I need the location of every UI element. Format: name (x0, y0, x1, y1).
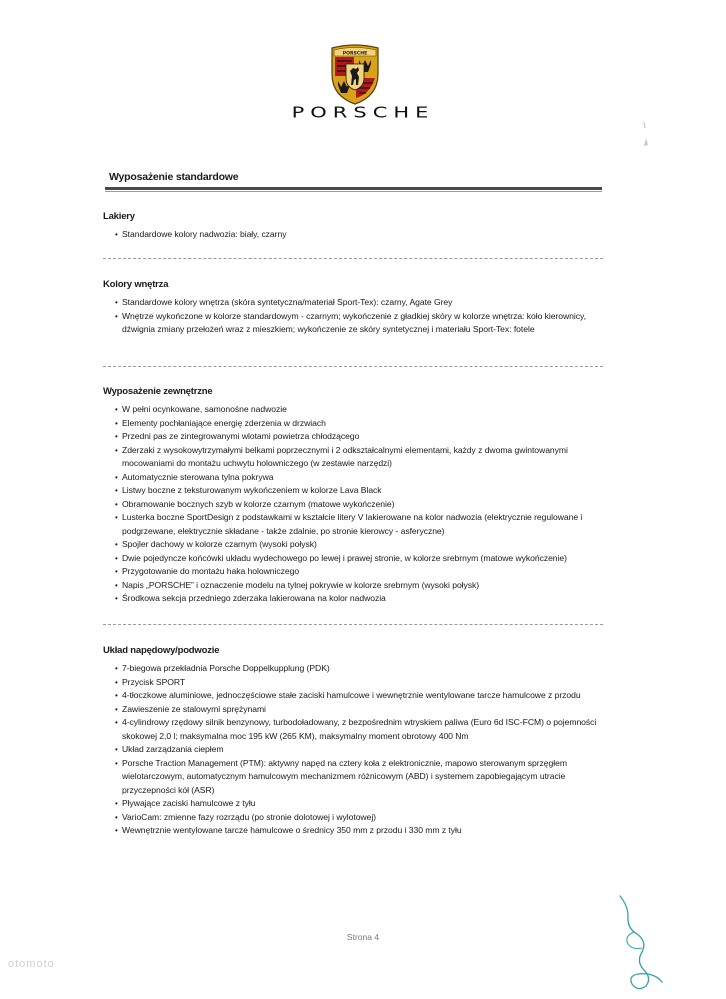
list-item: • 4-tłoczkowe aluminiowe, jednoczęściowe stałe zaciski hamulcowe i wewnętrznie wentylowane tarcze hamulcowe z przodu (116, 689, 603, 703)
list-item: • Wewnętrznie wentylowane tarcze hamulcowe o średnicy 350 mm z przodu i 330 mm z tyłu (116, 824, 603, 838)
list-item: • Standardowe kolory wnętrza (skóra syntetyczna/materiał Sport-Tex): czarny, Agate Grey (116, 296, 603, 310)
section-wyposazenie-zewnetrzne (103, 386, 603, 606)
item-list (103, 662, 603, 838)
title-divider-thin (105, 191, 602, 192)
list-item: • Elementy pochłaniające energię zderzenia w drzwiach (116, 417, 603, 431)
section-heading: Układ napędowy/podwozie (103, 645, 220, 656)
list-item: • Porsche Traction Management (PTM): aktywny napęd na cztery koła z elektronicznie, mapowo sterowanym sprzęgłem wielotarczowym, automatycznym hamulcowym mechanizmem różnicowym (ABD) i systemem zapobiegającym utracie przyczepności kół (ASR) (116, 757, 603, 798)
section-lakiery (103, 211, 603, 242)
list-item: • W pełni ocynkowane, samonośne nadwozie (116, 403, 603, 417)
list-item: • Standardowe kolory nadwozia: biały, czarny (116, 228, 603, 242)
list-item: • Lusterka boczne SportDesign z podstawkami w kształcie litery V lakierowane na kolor nadwozia (elektrycznie regulowane i podgrzewane, elektrycznie składane - także zdalnie, po stronie kierowcy - asferyczne) (116, 511, 603, 538)
list-item: • Zderzaki z wysokowytrzymałymi belkami poprzecznymi i 2 odkształcalnymi elementami, każdy z dwoma gwintowanymi mocowaniami do montażu uchwytu holowniczego (w zestawie narzędzi) (116, 444, 603, 471)
list-item: • Listwy boczne z teksturowanym wykończeniem w kolorze Lava Black (116, 484, 603, 498)
section-divider (103, 258, 603, 259)
list-item: • Zawieszenie ze stalowymi sprężynami (116, 703, 603, 717)
list-item: • Przygotowanie do montażu haka holowniczego (116, 565, 603, 579)
list-item: • 7-biegowa przekładnia Porsche Doppelkupplung (PDK) (116, 662, 603, 676)
list-item: • Pływające zaciski hamulcowe z tyłu (116, 797, 603, 811)
list-item: • 4-cylindrowy rzędowy silnik benzynowy, turbodoładowany, z bezpośrednim wtryskiem paliwa (Euro 6d ISC-FCM) o pojemności skokowej 2,0 l; maksymalna moc 195 kW (265 KM), maksymalny moment obrotowy 400 Nm (116, 716, 603, 743)
section-divider (103, 624, 603, 625)
section-divider (103, 366, 603, 367)
item-list (103, 403, 603, 606)
handwritten-signature (598, 892, 688, 992)
list-item: • Dwie pojedyncze końcówki układu wydechowego po lewej i prawej stronie, w kolorze srebrnym (matowe wykończenie) (116, 552, 603, 566)
document-title: Wyposażenie standardowe (109, 171, 239, 183)
title-divider (105, 187, 602, 190)
item-list (103, 228, 603, 242)
porsche-crest-logo (328, 40, 382, 106)
brand-wordmark: PORSCHE (291, 104, 435, 121)
list-item: • Układ zarządzania ciepłem (116, 743, 603, 757)
section-heading: Lakiery (103, 211, 135, 222)
section-uklad-napedowy (103, 645, 603, 838)
section-heading: Kolory wnętrza (103, 279, 169, 290)
section-kolory-wnetrza (103, 279, 603, 337)
page-number: Strona 4 (346, 932, 380, 942)
list-item: • Przedni pas ze zintegrowanymi wlotami powietrza chłodzącego (116, 430, 603, 444)
list-item: • Obramowanie bocznych szyb w kolorze czarnym (matowe wykończenie) (116, 498, 603, 512)
list-item: • Środkowa sekcja przedniego zderzaka lakierowana na kolor nadwozia (116, 592, 603, 606)
watermark-text: otomoto (8, 958, 55, 970)
crest-label: PORSCHE (342, 51, 368, 57)
list-item: • Wnętrze wykończone w kolorze standardowym - czarnym; wykończenie z gładkiej skóry w kolorze wnętrza: koło kierownicy, dźwignia zmiany przełożeń wraz z mieszkiem; wykończenie ze skóry syntetycznej i materiału Sport-Tex: fotele (116, 310, 603, 337)
list-item: • Automatycznie sterowana tylna pokrywa (116, 471, 603, 485)
item-list (103, 296, 603, 337)
scan-mark (636, 118, 656, 158)
list-item: • Spojler dachowy w kolorze czarnym (wysoki połysk) (116, 538, 603, 552)
list-item: • VarioCam: zmienne fazy rozrządu (po stronie dolotowej i wylotowej) (116, 811, 603, 825)
list-item: • Przycisk SPORT (116, 676, 603, 690)
list-item: • Napis „PORSCHE” i oznaczenie modelu na tylnej pokrywie w kolorze srebrnym (wysoki połysk) (116, 579, 603, 593)
section-heading: Wyposażenie zewnętrzne (103, 386, 213, 397)
